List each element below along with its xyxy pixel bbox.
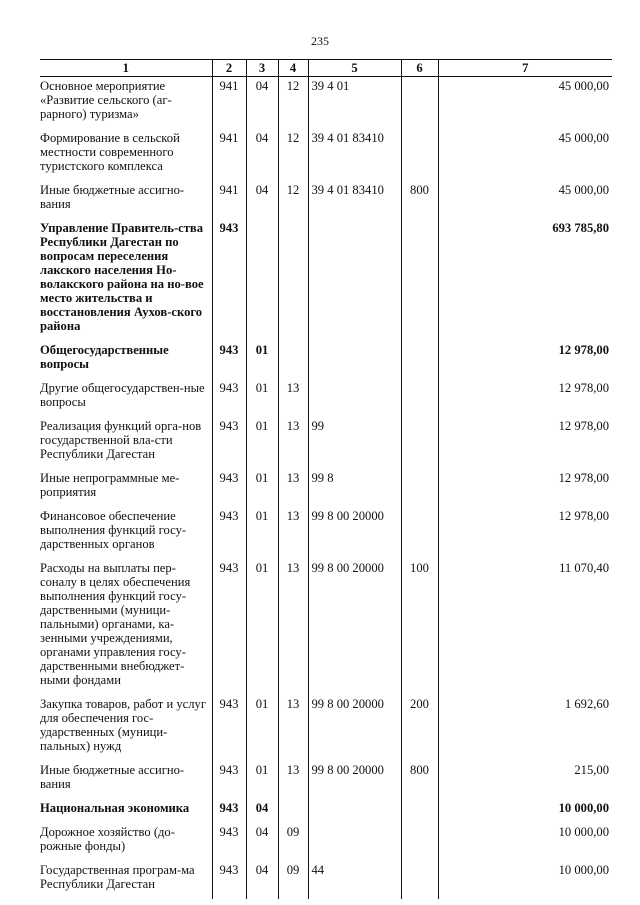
row-vr	[401, 77, 438, 130]
budget-table	[40, 59, 612, 899]
row-pr: 12	[278, 77, 308, 130]
row-csr: 44	[308, 861, 401, 899]
row-pr: 13	[278, 469, 308, 507]
row-name: Иные непрограммные ме-роприятия	[40, 471, 180, 499]
row-sum: 45 000,00	[438, 181, 612, 219]
row-name: Общегосударственные вопросы	[40, 343, 169, 371]
row-csr	[308, 219, 401, 341]
header-row	[40, 60, 612, 77]
column-header: 7	[438, 60, 612, 77]
table-row	[40, 341, 612, 379]
row-ved: 943	[212, 861, 246, 899]
row-pr: 13	[278, 695, 308, 761]
row-rz: 01	[246, 469, 278, 507]
row-name: Иные бюджетные ассигно-вания	[40, 183, 185, 211]
table-row	[40, 379, 612, 417]
column-header: 1	[40, 60, 212, 77]
row-vr	[401, 507, 438, 559]
table-row	[40, 861, 612, 899]
row-name: Государственная програм-ма Республики Дагестан	[40, 863, 195, 891]
row-csr: 99	[308, 417, 401, 469]
row-sum: 10 000,00	[438, 861, 612, 899]
row-name: Другие общегосударствен-ные вопросы	[40, 381, 205, 409]
row-name: Дорожное хозяйство (до-рожные фонды)	[40, 825, 175, 853]
row-ved: 943	[212, 341, 246, 379]
row-ved: 941	[212, 129, 246, 181]
row-csr: 39 4 01 83410	[308, 181, 401, 219]
row-vr	[401, 469, 438, 507]
row-ved: 943	[212, 559, 246, 695]
row-rz: 01	[246, 341, 278, 379]
row-ved: 941	[212, 181, 246, 219]
row-sum: 12 978,00	[438, 379, 612, 417]
row-sum: 1 692,60	[438, 695, 612, 761]
row-csr: 39 4 01	[308, 77, 401, 130]
column-header: 4	[278, 60, 308, 77]
row-csr: 99 8 00 20000	[308, 695, 401, 761]
row-sum: 12 978,00	[438, 469, 612, 507]
row-rz	[246, 219, 278, 341]
table-body	[40, 77, 612, 900]
row-vr	[401, 219, 438, 341]
row-rz: 04	[246, 181, 278, 219]
table-row	[40, 181, 612, 219]
row-rz: 04	[246, 129, 278, 181]
row-rz: 04	[246, 823, 278, 861]
row-name: Национальная экономика	[40, 801, 190, 815]
row-ved: 943	[212, 799, 246, 823]
row-pr: 13	[278, 559, 308, 695]
page-number: 235	[311, 34, 329, 48]
row-ved: 943	[212, 823, 246, 861]
table-row	[40, 695, 612, 761]
row-csr: 99 8 00 20000	[308, 761, 401, 799]
row-vr	[401, 341, 438, 379]
row-pr	[278, 799, 308, 823]
row-name: Реализация функций орга-нов государственной вла-сти Республики Дагестан	[40, 419, 202, 461]
row-csr	[308, 341, 401, 379]
row-pr: 13	[278, 761, 308, 799]
row-vr: 800	[401, 761, 438, 799]
row-csr: 39 4 01 83410	[308, 129, 401, 181]
row-rz: 01	[246, 507, 278, 559]
row-csr	[308, 379, 401, 417]
column-header: 3	[246, 60, 278, 77]
row-sum: 45 000,00	[438, 129, 612, 181]
table-row	[40, 823, 612, 861]
row-name: Иные бюджетные ассигно-вания	[40, 763, 185, 791]
row-vr: 800	[401, 181, 438, 219]
row-pr	[278, 219, 308, 341]
row-pr	[278, 341, 308, 379]
table-row	[40, 469, 612, 507]
column-header: 6	[401, 60, 438, 77]
row-ved: 943	[212, 695, 246, 761]
row-sum: 10 000,00	[438, 799, 612, 823]
row-sum: 12 978,00	[438, 507, 612, 559]
row-pr: 09	[278, 861, 308, 899]
row-ved: 943	[212, 469, 246, 507]
table-row	[40, 507, 612, 559]
row-vr	[401, 417, 438, 469]
table-row	[40, 77, 612, 130]
table-row	[40, 417, 612, 469]
table-row	[40, 129, 612, 181]
row-pr: 12	[278, 129, 308, 181]
row-ved: 943	[212, 417, 246, 469]
row-ved: 941	[212, 77, 246, 130]
column-header: 5	[308, 60, 401, 77]
row-vr	[401, 861, 438, 899]
table-row	[40, 761, 612, 799]
row-sum: 215,00	[438, 761, 612, 799]
row-csr	[308, 823, 401, 861]
row-name: Финансовое обеспечение выполнения функций госу-дарственных органов	[40, 509, 187, 551]
table-row	[40, 219, 612, 341]
row-sum: 11 070,40	[438, 559, 612, 695]
row-vr: 100	[401, 559, 438, 695]
row-sum: 10 000,00	[438, 823, 612, 861]
row-sum: 12 978,00	[438, 417, 612, 469]
row-ved: 943	[212, 761, 246, 799]
row-csr: 99 8 00 20000	[308, 507, 401, 559]
row-pr: 13	[278, 507, 308, 559]
row-name: Основное мероприятие «Развитие сельского (аг-рарного) туризма»	[40, 79, 172, 121]
row-vr	[401, 823, 438, 861]
table-row	[40, 799, 612, 823]
row-rz: 01	[246, 559, 278, 695]
row-ved: 943	[212, 379, 246, 417]
column-header: 2	[212, 60, 246, 77]
row-csr	[308, 799, 401, 823]
row-rz: 04	[246, 861, 278, 899]
row-rz: 04	[246, 77, 278, 130]
row-rz: 01	[246, 379, 278, 417]
row-rz: 01	[246, 761, 278, 799]
row-vr: 200	[401, 695, 438, 761]
table-row	[40, 559, 612, 695]
row-name: Закупка товаров, работ и услуг для обеспечения гос-ударственных (муници-пальных) нужд	[40, 697, 206, 753]
row-rz: 04	[246, 799, 278, 823]
row-name: Управление Правитель-ства Республики Дагестан по вопросам переселения лакского населения Но-волакского района на но-вое место жительства и восстановления Аухов-ского района	[40, 221, 204, 333]
row-pr: 09	[278, 823, 308, 861]
row-rz: 01	[246, 695, 278, 761]
row-pr: 12	[278, 181, 308, 219]
row-name: Формирование в сельской местности современного туристского комплекса	[40, 131, 180, 173]
row-sum: 45 000,00	[438, 77, 612, 130]
row-pr: 13	[278, 379, 308, 417]
row-name: Расходы на выплаты пер-соналу в целях обеспечения выполнения функций госу-дарственными (муници-пальными) органами, ка-зенными учреждениями, органами управления госу-дарственными внебюджет-ными фондами	[40, 561, 191, 687]
row-vr	[401, 129, 438, 181]
row-pr: 13	[278, 417, 308, 469]
row-sum: 693 785,80	[438, 219, 612, 341]
row-sum: 12 978,00	[438, 341, 612, 379]
row-ved: 943	[212, 507, 246, 559]
row-vr	[401, 799, 438, 823]
row-csr: 99 8 00 20000	[308, 559, 401, 695]
row-vr	[401, 379, 438, 417]
row-ved: 943	[212, 219, 246, 341]
row-csr: 99 8	[308, 469, 401, 507]
row-rz: 01	[246, 417, 278, 469]
